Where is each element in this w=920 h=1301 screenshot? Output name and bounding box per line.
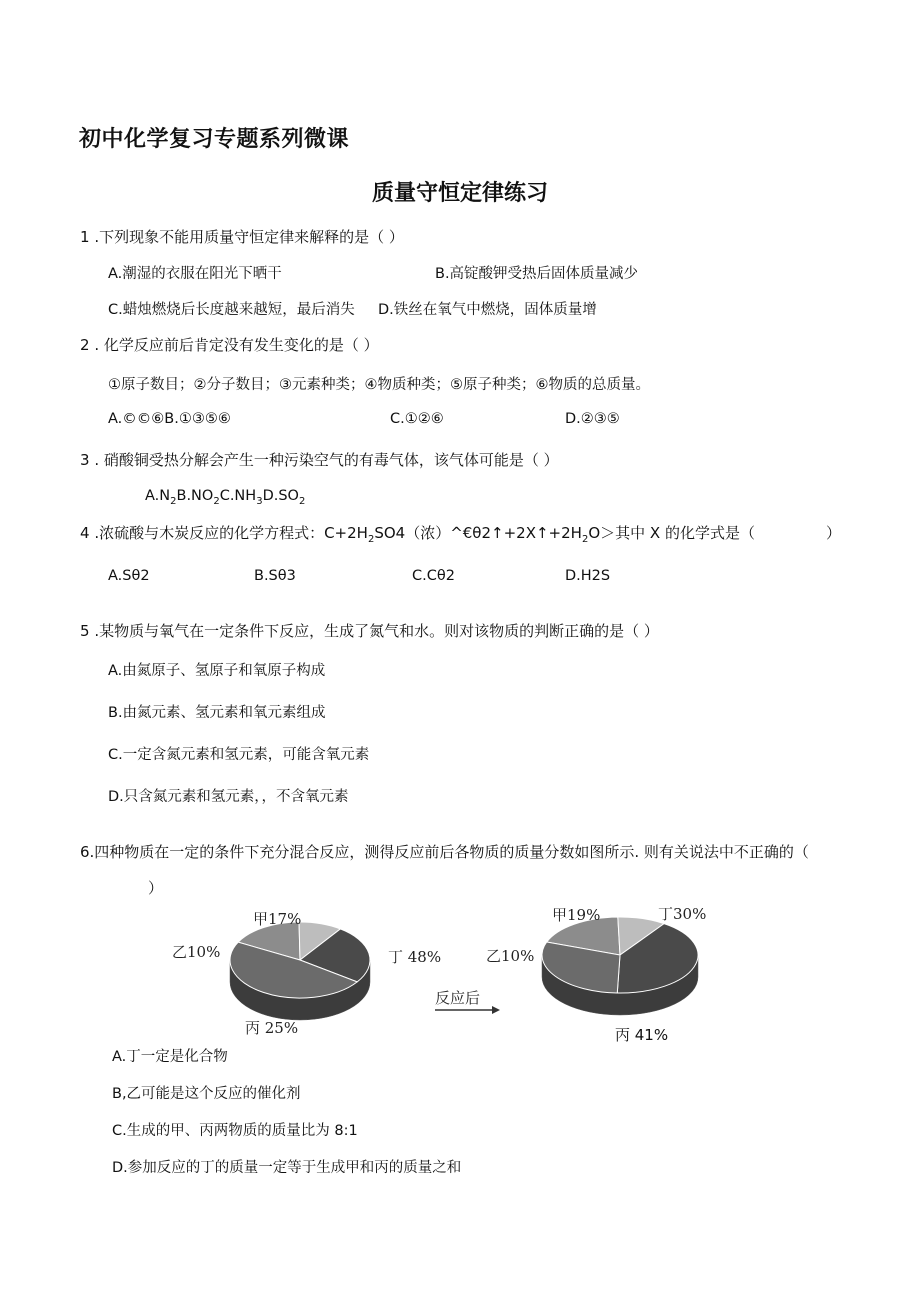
question-2-stem [80, 334, 379, 355]
q3-option-a: A.N [145, 488, 171, 504]
q1-option-a: A.潮湿的衣服在阳光下晒干 [108, 266, 282, 282]
q4-option-c: C.Cθ2 [412, 568, 455, 584]
question-number: 4 [80, 524, 90, 542]
label-bing-after: 丙 41% [615, 1026, 669, 1044]
pie-chart-before [230, 922, 370, 1020]
subscript: 2 [213, 495, 220, 507]
question-1-stem [80, 226, 404, 247]
subscript: 2 [367, 534, 375, 545]
q6-option-c: C.生成的甲、丙两物质的质量比为 8:1 [112, 1123, 358, 1139]
question-text: SO4（浓）^€θ2↑+2X↑+2H [374, 524, 582, 542]
label-ding-after: 丁30% [658, 905, 707, 923]
label-bing-before: 丙 25% [245, 1019, 299, 1037]
question-text: .某物质与氧气在一定条件下反应，生成了氮气和水。则对该物质的判断正确的是（ ） [89, 622, 659, 640]
question-number: 2 [80, 336, 90, 354]
q5-option-b: B.由氮元素、氢元素和氧元素组成 [108, 705, 326, 721]
subscript: 2 [170, 495, 177, 507]
pie-charts-figure [160, 895, 720, 1050]
question-text: .浓硫酸与木炭反应的化学方程式：C+2H [89, 524, 368, 542]
q3-option-d: D.SO [262, 488, 299, 504]
label-jia-before: 甲17% [253, 910, 302, 928]
q3-option-c: C.NH [219, 488, 257, 504]
subscript: 3 [256, 495, 263, 507]
question-5-stem [80, 620, 659, 641]
label-ding-before: 丁 48% [388, 948, 442, 966]
question-text: . 化学反应前后肯定没有发生变化的是（ ） [89, 336, 379, 354]
q4-close-paren: ） [826, 524, 842, 542]
question-number: 5 [80, 622, 90, 640]
q2-option-ab: A.©©⑥B.①③⑤⑥ [108, 411, 231, 427]
question-text: . 硝酸铜受热分解会产生一种污染空气的有毒气体，该气体可能是（ ） [89, 451, 559, 469]
q4-option-d: D.H2S [565, 568, 611, 584]
arrow-label: 反应后 [435, 989, 481, 1007]
q2-note: ①原子数目；②分子数目；③元素种类；④物质种类；⑤原子种类；⑥物质的总质量。 [108, 377, 650, 393]
q6-option-d: D.参加反应的丁的质量一定等于生成甲和丙的质量之和 [112, 1160, 462, 1176]
q4-option-a: A.Sθ2 [108, 568, 150, 584]
q5-option-a: A.由氮原子、氢原子和氧原子构成 [108, 663, 326, 679]
q6-close-paren: ） [148, 879, 164, 897]
q3-option-b: B.NO [176, 488, 214, 504]
question-6-stem: 6.四种物质在一定的条件下充分混合反应，测得反应前后各物质的质量分数如图所示. 则有关说法中不正确的（ [80, 843, 809, 861]
question-text: .下列现象不能用质量守恒定律来解释的是（ ） [89, 228, 404, 246]
q6-option-b: B,乙可能是这个反应的催化剂 [112, 1086, 301, 1102]
arrow-head-icon [492, 1006, 500, 1014]
q5-option-c: C.一定含氮元素和氢元素，可能含氧元素 [108, 747, 370, 763]
q4-option-b: B.Sθ3 [254, 568, 296, 584]
question-text: O＞其中 X 的化学式是（ [588, 524, 755, 542]
q2-option-d: D.②③⑤ [565, 411, 620, 427]
question-number: 3 [80, 451, 90, 469]
q2-option-c: C.①②⑥ [390, 411, 444, 427]
q1-option-b: B.高锭酸钾受热后固体质量减少 [435, 266, 639, 282]
pie-chart-after [542, 917, 698, 1015]
question-number: 1 [80, 228, 90, 246]
q1-option-d: D.铁丝在氧气中燃烧，固体质量增 [378, 302, 597, 318]
document-title: 质量守恒定律练习 [371, 181, 548, 206]
q5-option-d: D.只含氮元素和氢元素，，不含氧元素 [108, 789, 349, 805]
label-yi-after: 乙10% [486, 947, 535, 965]
subscript: 2 [298, 495, 306, 507]
question-3-stem [80, 449, 559, 470]
label-yi-before: 乙10% [172, 943, 221, 961]
series-title: 初中化学复习专题系列微课 [79, 127, 350, 152]
q1-option-c: C.蜡烛燃烧后长度越来越短，最后消失 [108, 302, 355, 318]
q6-option-a: A.丁一定是化合物 [112, 1049, 228, 1065]
subscript: 2 [581, 534, 589, 545]
label-jia-after: 甲19% [552, 906, 601, 924]
q3-options [145, 488, 305, 507]
question-4-stem [80, 522, 755, 545]
